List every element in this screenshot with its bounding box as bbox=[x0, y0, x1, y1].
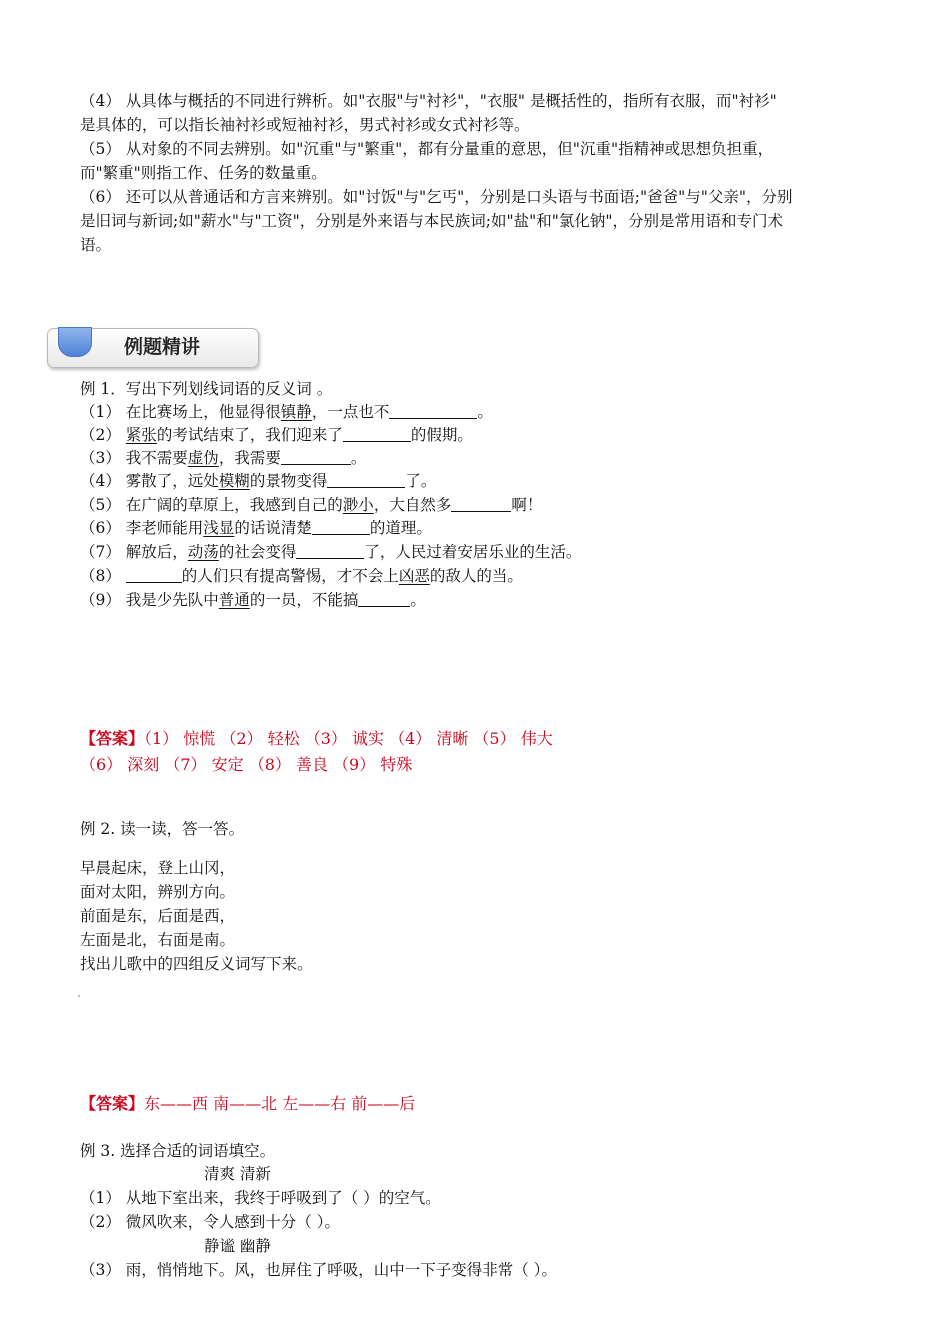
q-text: 的社会变得 bbox=[218, 543, 297, 561]
q-text: 的一员，不能搞 bbox=[249, 591, 359, 609]
q-text: 的考试结束了，我们迎来了 bbox=[156, 426, 343, 444]
ex1-question-3 bbox=[80, 447, 366, 469]
bookmark-tab-icon bbox=[58, 327, 92, 357]
answer-blank[interactable] bbox=[358, 590, 410, 607]
q-text: 。 bbox=[477, 403, 493, 421]
ex2-poem-line-2: 面对太阳，辨别方向。 bbox=[80, 883, 236, 901]
section-title: 例题精讲 bbox=[124, 336, 201, 358]
ex3-choices-2: 静谧 幽静 bbox=[204, 1237, 271, 1255]
answer-blank[interactable] bbox=[451, 495, 511, 512]
intro-p6-line2: 是旧词与新词;如"薪水"与"工资"，分别是外来语与本民族词;如"盐"和"氯化钠"，分别是常用语和专门术 bbox=[80, 212, 783, 230]
ex2-title: 例 2. 读一读，答一答。 bbox=[80, 820, 245, 838]
answer-label: 【答案】 bbox=[80, 729, 145, 748]
underlined-word: 凶恶 bbox=[398, 567, 430, 585]
intro-p6-line1: （6） 还可以从普通话和方言来辨别。如"讨饭"与"乞丐"，分别是口头语与书面语;"爸爸"与"父亲"，分别 bbox=[80, 188, 793, 206]
q-text: 了。 bbox=[405, 472, 437, 490]
q-text: （8） bbox=[80, 567, 126, 585]
underlined-word: 渺小 bbox=[342, 496, 374, 514]
q-text: （4） 雾散了，远处 bbox=[80, 472, 219, 490]
q-text: 。 bbox=[410, 591, 426, 609]
ex3-title: 例 3. 选择合适的词语填空。 bbox=[80, 1142, 276, 1160]
q-text: ，大自然多 bbox=[373, 496, 452, 514]
ex1-answer-line2: （6） 深刻 （7） 安定 （8） 善良 （9） 特殊 bbox=[80, 755, 413, 774]
underlined-word: 动荡 bbox=[187, 543, 219, 561]
q-text: 的人们只有提高警惕，才不会上 bbox=[181, 567, 399, 585]
q-text: ，我需要 bbox=[218, 449, 281, 467]
answer-text: （1） 惊慌 （2） 轻松 （3） 诚实 （4） 清晰 （5） 伟大 bbox=[144, 729, 553, 748]
ex1-question-5 bbox=[80, 494, 542, 516]
ex1-question-7 bbox=[80, 541, 581, 563]
intro-p4-line2: 是具体的，可以指长袖衬衫或短袖衬衫，男式衬衫或女式衬衫等。 bbox=[80, 116, 530, 134]
ex1-question-1 bbox=[80, 401, 493, 423]
ex1-question-4 bbox=[80, 470, 436, 492]
section-header bbox=[47, 328, 259, 368]
ex1-answer-line1 bbox=[80, 728, 553, 750]
answer-blank[interactable] bbox=[312, 518, 370, 535]
answer-label: 【答案】 bbox=[80, 1094, 145, 1113]
ex1-question-6 bbox=[80, 517, 432, 539]
q-text: 的景物变得 bbox=[249, 472, 328, 490]
q-text: 的道理。 bbox=[369, 519, 432, 537]
q-text: 。 bbox=[350, 449, 367, 467]
underlined-word: 普通 bbox=[218, 591, 250, 609]
intro-p5-line1: （5） 从对象的不同去辨别。如"沉重"与"繁重"，都有分量重的意思，但"沉重"指精神或思想负担重， bbox=[80, 140, 774, 158]
stray-dot bbox=[78, 995, 80, 997]
underlined-word: 虚伪 bbox=[187, 449, 219, 467]
answer-blank[interactable] bbox=[281, 448, 351, 465]
ex2-answer bbox=[80, 1093, 415, 1115]
q-text: （5） 在广阔的草原上，我感到自己的 bbox=[80, 496, 343, 514]
q-text: 的敌人的当。 bbox=[429, 567, 523, 585]
underlined-word: 紧张 bbox=[125, 426, 157, 444]
q-text: （7） 解放后， bbox=[80, 543, 188, 561]
answer-blank[interactable] bbox=[327, 471, 405, 488]
answer-blank[interactable] bbox=[296, 542, 364, 559]
underlined-word: 镇静 bbox=[280, 403, 312, 421]
ex1-question-8 bbox=[80, 565, 523, 587]
ex1-title: 例 1．写出下列划线词语的反义词 。 bbox=[80, 380, 333, 398]
answer-blank[interactable] bbox=[126, 566, 182, 583]
q-text: （9） 我是少先队中 bbox=[80, 591, 219, 609]
q-text: 啊！ bbox=[511, 496, 543, 514]
ex1-question-2 bbox=[80, 424, 473, 446]
ex2-poem-line-3: 前面是东，后面是西， bbox=[80, 907, 236, 925]
ex3-question-2: （2） 微风吹来，令人感到十分（ ）。 bbox=[80, 1213, 340, 1231]
intro-p4-line1: （4） 从具体与概括的不同进行辨析。如"衣服"与"衬衫"，"衣服" 是概括性的，指所有衣服，而"衬衫" bbox=[80, 92, 777, 110]
ex2-instruction: 找出儿歌中的四组反义词写下来。 bbox=[80, 955, 313, 973]
ex3-choices-1: 清爽 清新 bbox=[204, 1165, 271, 1183]
q-text: （2） bbox=[80, 426, 126, 444]
ex3-question-3: （3） 雨，悄悄地下。风，也屏住了呼吸，山中一下子变得非常（ ）。 bbox=[80, 1261, 557, 1279]
q-text: （1） 在比赛场上，他显得很 bbox=[80, 403, 281, 421]
ex3-question-1: （1） 从地下室出来，我终于呼吸到了（ ）的空气。 bbox=[80, 1189, 441, 1207]
ex2-poem-line-1: 早晨起床，登上山冈， bbox=[80, 859, 236, 877]
intro-p6-line3: 语。 bbox=[80, 236, 112, 254]
ex2-poem-line-4: 左面是北，右面是南。 bbox=[80, 931, 236, 949]
ex1-question-9 bbox=[80, 589, 426, 611]
underlined-word: 浅显 bbox=[203, 519, 235, 537]
q-text: 的假期。 bbox=[410, 426, 473, 444]
q-text: ，一点也不 bbox=[311, 403, 390, 421]
intro-p5-line2: 而"繁重"则指工作、任务的数量重。 bbox=[80, 164, 327, 182]
answer-text: 东——西 南——北 左——右 前——后 bbox=[144, 1094, 416, 1113]
answer-blank[interactable] bbox=[343, 425, 411, 442]
q-text: 的话说清楚 bbox=[234, 519, 312, 537]
q-text: 了，人民过着安居乐业的生活。 bbox=[364, 543, 582, 561]
underlined-word: 模糊 bbox=[218, 472, 250, 490]
q-text: （6） 李老师能用 bbox=[80, 519, 204, 537]
q-text: （3） 我不需要 bbox=[80, 449, 188, 467]
answer-blank[interactable] bbox=[389, 402, 477, 419]
